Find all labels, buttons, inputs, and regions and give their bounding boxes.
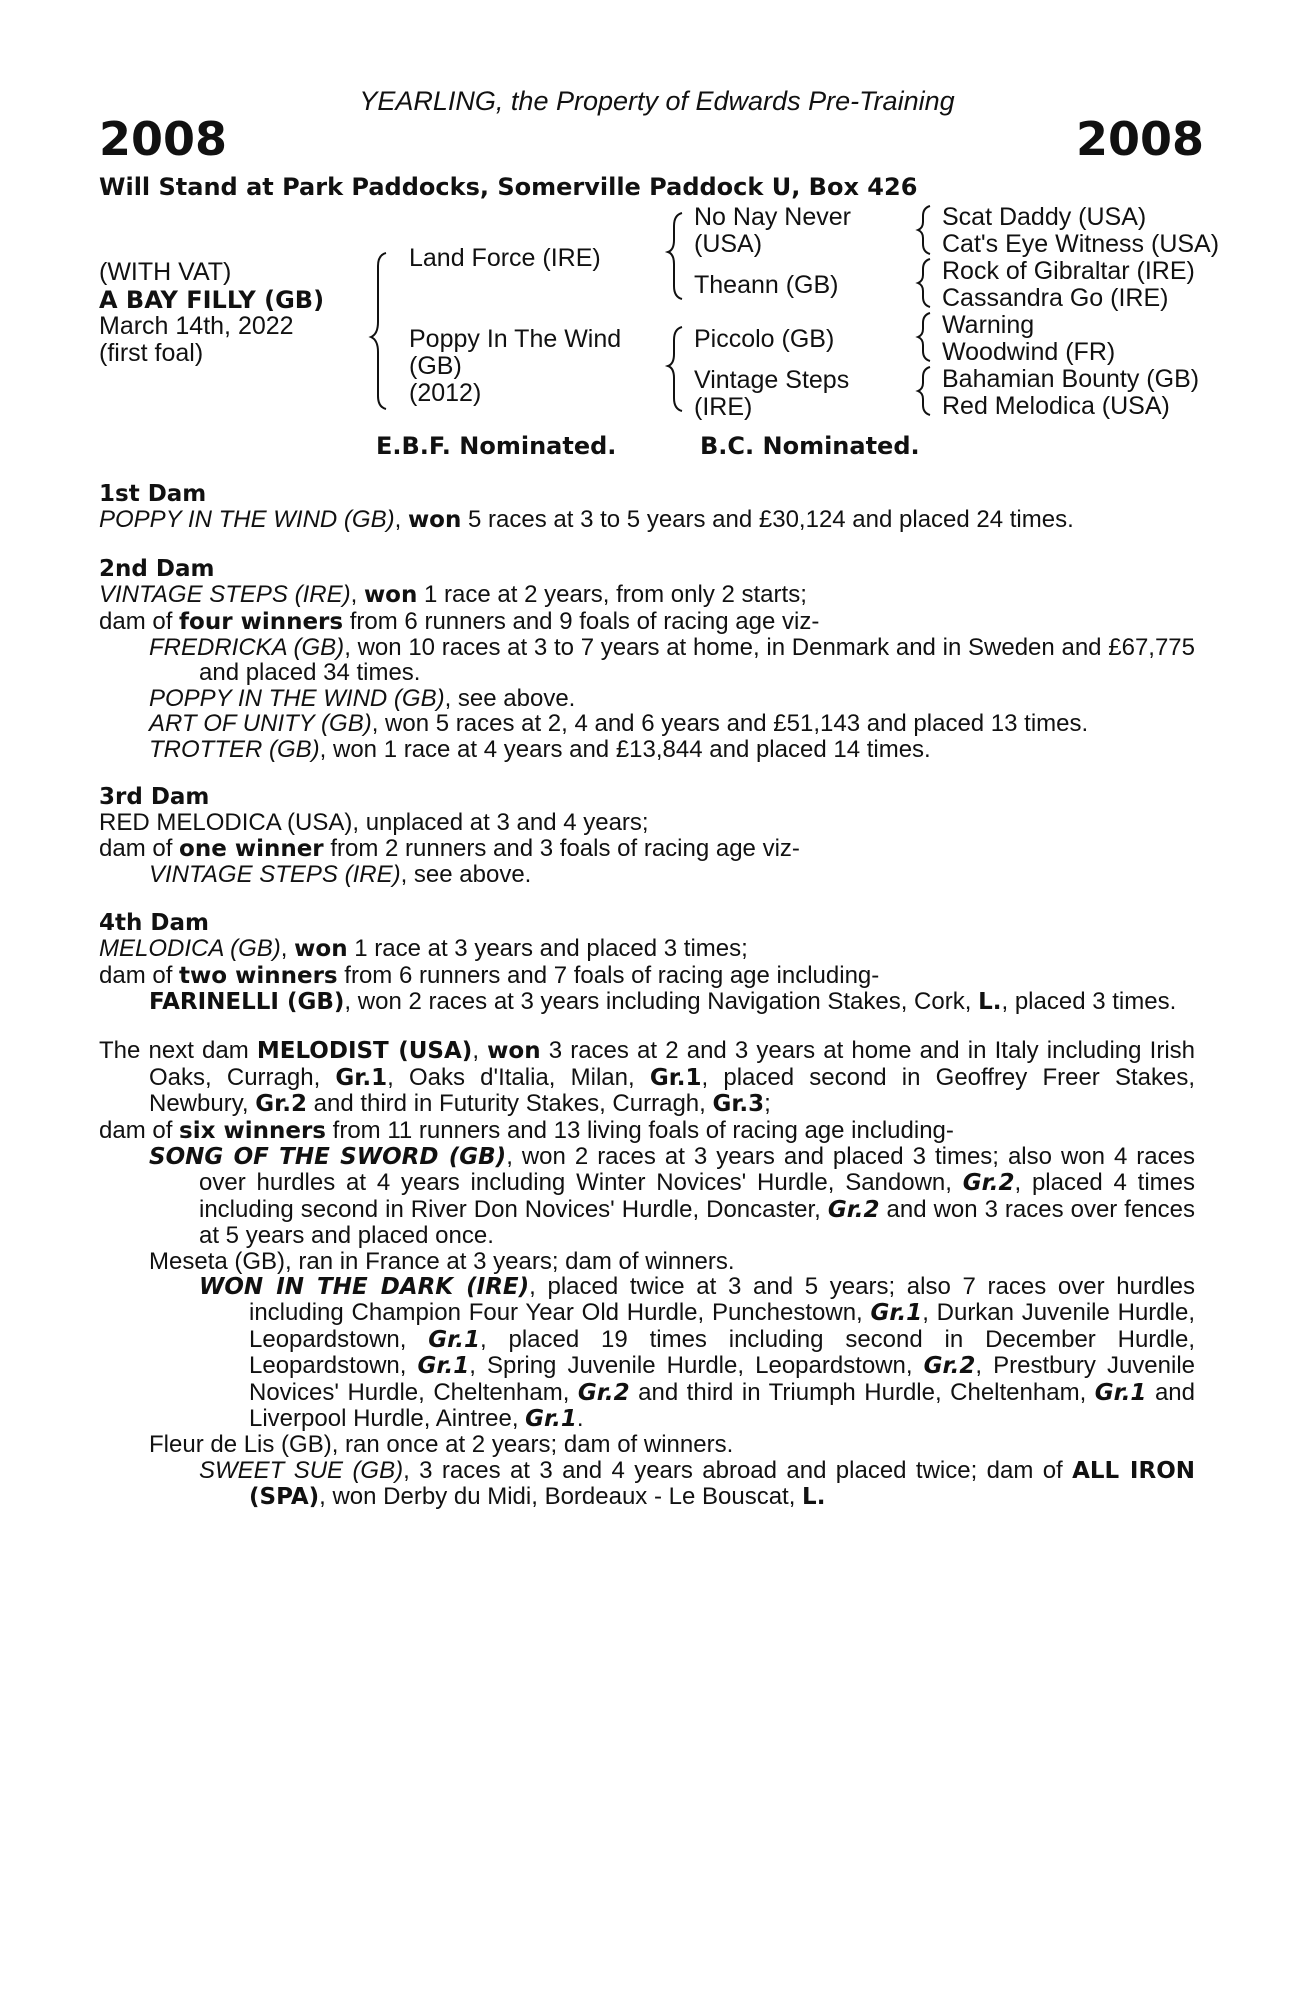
g3-ssd: Cat's Eye Witness (USA) [942, 230, 1220, 258]
next-dam-prefix: The next dam [99, 1037, 257, 1065]
dam-name: POPPY IN THE WIND (GB) [99, 506, 395, 534]
winners-count: two winners [179, 962, 338, 989]
produce-entry [99, 1144, 1195, 1249]
produce-text: , placed 4 times including second in River Don Novices' Hurdle, Doncaster, [199, 1169, 1195, 1223]
bracket-sire [668, 213, 682, 299]
bracket-main [371, 253, 386, 409]
dam-sire: Piccolo (GB) [694, 325, 835, 353]
grade-badge: Gr.1 [1094, 1379, 1147, 1406]
winners-count: one winner [179, 835, 324, 862]
produce-entry [99, 711, 1195, 736]
produce-name: WON IN THE DARK (IRE) [199, 1273, 530, 1300]
record-text: ; [764, 1090, 771, 1118]
grade-badge: Gr.2 [577, 1379, 630, 1406]
bracket-g3-1 [918, 206, 930, 254]
produce-text: , 3 races at 3 and 4 years abroad and placed twice; dam of [403, 1456, 1073, 1484]
foaling-date: March 14th, 2022 [99, 312, 294, 340]
produce-text: , placed twice at 3 and 5 years; also 7 races over hurdles including Champion Four Year Old Hurdle, Punchestown, [249, 1272, 1195, 1327]
record-text: 1 race at 3 years and placed 3 times; [347, 935, 748, 963]
produce-text: and Liverpool Hurdle, Aintree, [249, 1378, 1195, 1432]
record-text: , Oaks d'Italia, Milan, [387, 1063, 650, 1091]
dam-of-line [99, 963, 1195, 989]
dam-name: MELODIST (USA) [256, 1038, 473, 1065]
foal-note: (first foal) [99, 339, 204, 367]
bracket-g3-2 [918, 259, 930, 307]
record-text: and third in Futurity Stakes, Curragh, [306, 1090, 713, 1118]
record-text: 1 race at 2 years, from only 2 starts; [417, 581, 807, 609]
stabling-location: Will Stand at Park Paddocks, Somerville Paddock U, Box 426 [99, 173, 918, 201]
produce-text: , won 5 races at 2, 4 and 6 years and £51,143 and placed 13 times. [371, 710, 1089, 738]
produce-text: , Durkan Juvenile Hurdle, Leopardstown, [249, 1299, 1195, 1353]
produce-entry [99, 737, 1195, 762]
winners-count: four winners [179, 608, 344, 635]
produce-text: , won 10 races at 3 to 7 years at home, in Denmark and in Sweden and £67,775 and placed 34 times. [199, 634, 1196, 687]
grand-produce-entry [99, 1274, 1195, 1432]
won-label: won [487, 1038, 541, 1065]
winners-count: six winners [179, 1117, 326, 1144]
dam-name-line1: Poppy In The Wind [409, 325, 622, 353]
sire-dam: Theann (GB) [694, 271, 839, 299]
catalogue-body [99, 482, 1195, 1511]
produce-text: , placed 3 times. [1001, 987, 1177, 1015]
produce-text: , won 1 race at 4 years and £13,844 and placed 14 times. [319, 735, 931, 763]
grade-badge: Gr.1 [649, 1064, 702, 1091]
horse-name: A BAY FILLY (GB) [99, 286, 325, 314]
bc-nomination: B.C. Nominated. [700, 432, 920, 460]
produce-text: , won 2 races at 3 years including Navigation Stakes, Cork, [344, 987, 979, 1015]
grade-badge: Gr.1 [335, 1064, 388, 1091]
section-heading: 1st Dam [99, 481, 207, 507]
dam-of-line [99, 609, 1195, 635]
bracket-dam [668, 327, 682, 411]
g3-dss: Warning [942, 311, 1035, 339]
grade-badge: Gr.1 [870, 1300, 923, 1327]
section-heading: 3rd Dam [99, 784, 210, 811]
produce-text: , see above. [444, 684, 576, 712]
produce-name: POPPY IN THE WIND (GB) [149, 684, 445, 712]
grade-badge: Gr.2 [962, 1170, 1015, 1197]
dam-of-line [99, 836, 1195, 862]
record-text: 3 races at 2 and 3 years at home and in Italy including Irish Oaks, Curragh, [149, 1037, 1195, 1091]
produce-text: , placed 19 times including second in December Hurdle, Leopardstown, [249, 1325, 1195, 1380]
sire-name: Land Force (IRE) [409, 244, 601, 272]
produce-name: TROTTER (GB) [149, 735, 320, 763]
grade-badge: Gr.1 [417, 1353, 470, 1380]
bracket-g3-3 [918, 313, 930, 361]
dam-of-prefix: dam of [99, 961, 180, 989]
section-heading: 2nd Dam [99, 555, 215, 582]
g3-sss: Scat Daddy (USA) [942, 203, 1147, 231]
listed-badge: L. [978, 988, 1002, 1015]
record-text: , placed second in Geoffrey Freer Stakes, Newbury, [149, 1063, 1195, 1118]
third-dam-record: RED MELODICA (USA), unplaced at 3 and 4 years; [99, 809, 649, 837]
bracket-g3-4 [918, 367, 930, 415]
dam-of-suffix: from 11 runners and 13 living foals of racing age including- [325, 1116, 954, 1144]
produce-text: , won Derby du Midi, Bordeaux - Le Bouscat, [319, 1483, 803, 1511]
produce-text: and won 3 races over fences at 5 years and placed once. [199, 1195, 1196, 1250]
record-text: 5 races at 3 to 5 years and £30,124 and placed 24 times. [461, 506, 1074, 534]
dam-of-prefix: dam of [99, 607, 180, 635]
produce-text: and third in Triumph Hurdle, Cheltenham, [629, 1378, 1095, 1406]
produce-entry: Meseta (GB), ran in France at 3 years; dam of winners. [149, 1247, 735, 1275]
won-label: won [294, 936, 348, 963]
produce-entry [99, 686, 1195, 711]
produce-text: , Prestbury Juvenile Novices' Hurdle, Cheltenham, [249, 1352, 1195, 1406]
dam-name: VINTAGE STEPS (IRE) [99, 581, 351, 609]
vat-note: (WITH VAT) [99, 258, 232, 286]
lot-number-right: 2008 [1075, 112, 1204, 166]
produce-entry: Fleur de Lis (GB), ran once at 2 years; dam of winners. [149, 1431, 734, 1459]
dam-of-suffix: from 6 runners and 7 foals of racing age including- [337, 961, 880, 989]
produce-text: , see above. [400, 861, 532, 889]
dam-of-prefix: dam of [99, 834, 180, 862]
dam-foaling-year: (2012) [409, 379, 482, 407]
produce-text: , Spring Juvenile Hurdle, Leopardstown, [469, 1352, 924, 1380]
won-label: won [363, 582, 418, 609]
next-dam-record: The next dam MELODIST (USA), won 3 races at 2 and 3 years at home and in Italy including Irish Oaks, Curragh, Gr.1, Oaks d'Italia, Milan, Gr.1, placed second in Geoffrey Freer Stakes, Newbury, Gr.2 and third in Futurity Stakes, Curragh, Gr.3; [99, 1037, 1195, 1118]
sale-title: YEARLING, the Property of Edwards Pre-Training [359, 86, 955, 116]
grade-badge: Gr.3 [712, 1091, 765, 1118]
produce-entry [99, 862, 1195, 887]
second-dam-section [99, 557, 1195, 762]
g3-ddd: Red Melodica (USA) [942, 392, 1170, 420]
dam-name-line2: (GB) [409, 352, 462, 380]
produce-entry [99, 989, 1195, 1015]
first-dam-record: POPPY IN THE WIND (GB), won 5 races at 3 to 5 years and £30,124 and placed 24 times. [99, 506, 1074, 534]
dam-of-prefix: dam of [99, 1116, 180, 1144]
sire-sire-line2: (USA) [694, 230, 763, 258]
produce-name: SONG OF THE SWORD (GB) [149, 1143, 507, 1170]
next-dam-section [99, 1038, 1195, 1510]
produce-name: FARINELLI (GB) [149, 988, 345, 1015]
g3-sds: Rock of Gibraltar (IRE) [942, 257, 1195, 285]
dam-of-suffix: from 6 runners and 9 foals of racing age viz- [343, 607, 820, 635]
dam-dam-line1: Vintage Steps [694, 366, 850, 394]
produce-name: VINTAGE STEPS (IRE) [149, 861, 401, 889]
dam-name: MELODICA (GB) [99, 935, 281, 963]
listed-badge: L. [802, 1484, 826, 1511]
won-label: won [407, 507, 462, 534]
produce-text: . [576, 1405, 584, 1432]
grade-badge: Gr.1 [428, 1326, 480, 1353]
section-heading: 4th Dam [99, 909, 209, 936]
grand-produce-entry [99, 1458, 1195, 1511]
third-dam-section [99, 785, 1195, 888]
fourth-dam-section [99, 911, 1195, 1016]
grade-badge: Gr.2 [827, 1196, 880, 1223]
grade-badge: Gr.2 [255, 1091, 307, 1118]
g3-sdd: Cassandra Go (IRE) [942, 284, 1169, 312]
lot-number-left: 2008 [99, 112, 228, 166]
g3-dsd: Woodwind (FR) [942, 338, 1116, 366]
produce-name: SWEET SUE (GB) [199, 1456, 404, 1484]
second-dam-record: VINTAGE STEPS (IRE), won 1 race at 2 years, from only 2 starts; [99, 581, 807, 609]
grade-badge: Gr.2 [923, 1353, 976, 1380]
produce-offspring-name: ALL IRON (SPA) [249, 1457, 1195, 1511]
g3-dds: Bahamian Bounty (GB) [942, 365, 1200, 393]
first-dam-section [99, 482, 1195, 534]
dam-dam-line2: (IRE) [694, 393, 753, 421]
produce-entry [99, 635, 1195, 686]
dam-of-suffix: from 2 runners and 3 foals of racing age viz- [323, 834, 800, 862]
ebf-nomination: E.B.F. Nominated. [376, 432, 617, 460]
dam-of-line [99, 1118, 1195, 1144]
produce-text: , won 2 races at 3 years and placed 3 times; also won 4 races over hurdles at 4 years including Winter Novices' Hurdle, Sandown, [199, 1142, 1195, 1197]
produce-name: ART OF UNITY (GB) [149, 710, 372, 738]
produce-name: FREDRICKA (GB) [149, 634, 345, 662]
grade-badge: Gr.1 [525, 1406, 577, 1432]
sire-sire-line1: No Nay Never [694, 203, 851, 231]
fourth-dam-record: MELODICA (GB), won 1 race at 3 years and placed 3 times; [99, 935, 748, 963]
